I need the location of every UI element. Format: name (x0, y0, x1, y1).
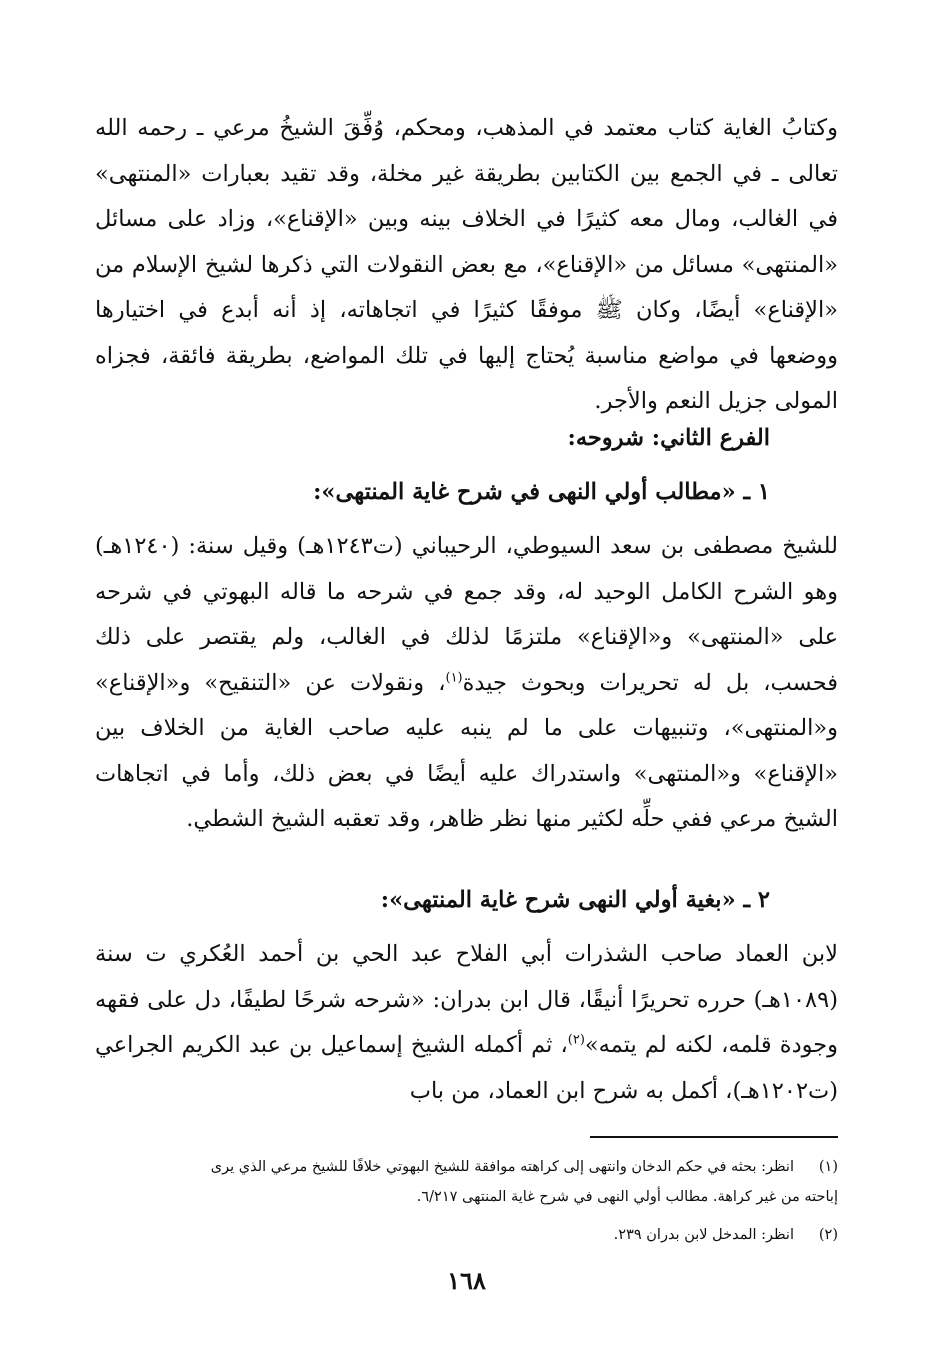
commentary-1-paragraph (95, 524, 838, 843)
footnote-number: (١) (818, 1159, 838, 1175)
footnote-ref-2[interactable]: (٢) (567, 1032, 585, 1048)
footnotes (95, 1152, 838, 1250)
commentary-2-text-a: لابن العماد صاحب الشذرات أبي الفلاح عبد الحي بن أحمد العُكري ت سنة (١٠٨٩هـ) حرره تحريرًا أنيقًا، قال ابن بدران: «شرحه شرحًا لطيفًا، دل على فقهه وجودة قلمه، لكنه لم يتمه» (95, 941, 838, 1058)
commentary-1-text-a: للشيخ مصطفى بن سعد السيوطي، الرحيباني (ت١٢٤٣هـ) وقيل سنة: (١٢٤٠هـ) وهو الشرح الكامل الوحيد له، وقد جمع في شرحه ما قاله البهوتي في شرحه على «المنتهى» و«الإقناع» ملتزمًا لذلك في الغالب، ولم يقتصر على ذلك فحسب، بل له تحريرات وبحوث جيدة (95, 533, 838, 696)
footnote-ref-1[interactable]: (١) (445, 670, 463, 685)
commentary-2-title: ٢ ـ «بغية أولي النهى شرح غاية المنتهى»: (380, 887, 770, 913)
commentary-1-title: ١ ـ «مطالب أولي النهى في شرح غاية المنتهى»: (313, 479, 770, 505)
page-number: ١٦٨ (447, 1266, 486, 1295)
footnote-text: انظر: المدخل لابن بدران ٢٣٩. (613, 1227, 794, 1243)
footnote-1 (95, 1152, 838, 1182)
footnote-number: (٢) (818, 1227, 838, 1243)
intro-paragraph (95, 106, 838, 425)
section-heading-branch: الفرع الثاني: شروحه: (567, 425, 770, 451)
commentary-1-text-b: ، ونقولات عن «التنقيح» و«الإقناع» و«المنتهى»، وتنبيهات على ما لم ينبه عليه صاحب الغاية من الخلاف بين «الإقناع» و«المنتهى» واستدراك عليه أيضًا في بعض ذلك، وأما في اتجاهات الشيخ مرعي ففي حلِّه لكثير منها نظر ظاهر، وقد تعقبه الشيخ الشطي. (95, 669, 838, 832)
footnote-text: انظر: بحثه في حكم الدخان وانتهى إلى كراهته موافقة للشيخ البهوتي خلافًا للشيخ مرعي الذي يرى (210, 1159, 794, 1175)
commentary-2-paragraph (95, 932, 838, 1114)
footnote-divider (590, 1136, 838, 1138)
footnote-1-continuation: إباحته من غير كراهة. مطالب أولي النهى في شرح غاية المنتهى ٦/٢١٧. (416, 1189, 838, 1205)
commentary-2-text-b: ، ثم أكمله الشيخ إسماعيل بن عبد الكريم الجراعي (ت١٢٠٢هـ)، أكمل به شرح ابن العماد، من باب (95, 1032, 838, 1104)
footnote-2 (95, 1220, 838, 1250)
intro-text: وكتابُ الغاية كتاب معتمد في المذهب، ومحكم، وُفِّقَ الشيخُ مرعي ـ رحمه الله تعالى ـ في الجمع بين الكتابين بطريقة غير مخلة، وقد تقيد بعبارات «المنتهى» في الغالب، ومال معه كثيرًا في الخلاف بينه وبين «الإقناع»، وزاد على مسائل «المنتهى» مسائل من «الإقناع»، مع بعض النقولات التي ذكرها لشيخ الإسلام من «الإقناع» أيضًا، وكان ﷺ موفقًا كثيرًا في اتجاهاته، إذ أنه أبدع في اختيارها ووضعها في مواضع مناسبة يُحتاج إليها في تلك المواضع، بطريقة فائقة، فجزاه المولى جزيل النعم والأجر. (95, 115, 838, 414)
